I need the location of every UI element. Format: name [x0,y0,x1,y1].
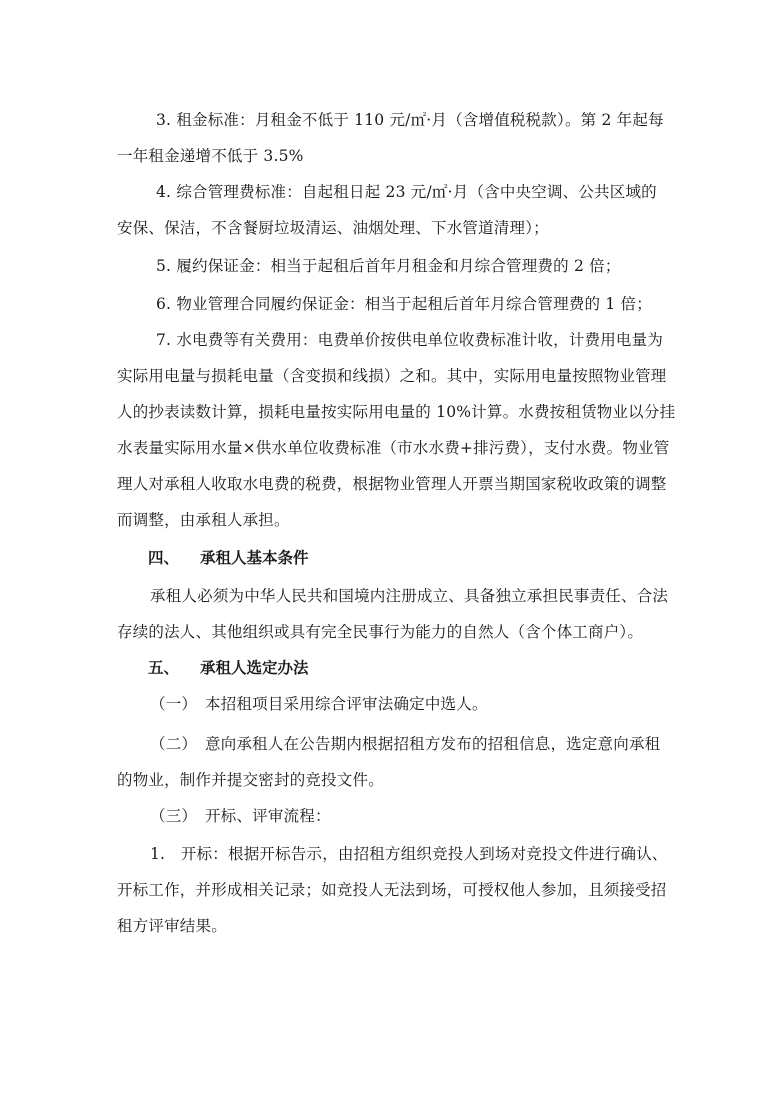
property-deposit-line: 6. 物业管理合同履约保证金：相当于起租后首年月综合管理费的 1 倍； [156,295,652,313]
section-5-title: 承租人选定办法 [200,659,309,677]
management-fee-line-2: 安保、保洁，不含餐厨垃圾清运、油烟处理、下水管道清理）； [117,219,549,237]
section-5-item-2-line-2: 的物业，制作并提交密封的竞投文件。 [117,771,384,789]
section-4-body-line-1: 承租人必须为中华人民共和国境内注册成立、具备独立承担民事责任、合法 [150,587,669,605]
step-1-line-2: 开标工作，并形成相关记录；如竞投人无法到场，可授权他人参加，且须接受招 [117,881,667,899]
step-1-line-1: 1. 开标：根据开标告示，由招租方组织竞投人到场对竞投文件进行确认、 [150,845,668,863]
section-5-item-3: （三） 开标、评审流程： [150,807,331,825]
utilities-line-4: 水表量实际用水量×供水单位收费标准（市水水费+排污费），支付水费。物业管 [117,439,670,457]
step-1-line-3: 租方评审结果。 [117,917,227,935]
rent-standard-line-1: 3. 租金标准：月租金不低于 110 元/㎡·月（含增值税税款）。第 2 年起每 [156,111,664,129]
section-5-item-2-line-1: （二） 意向承租人在公告期内根据招租方发布的招租信息，选定意向承租 [150,735,661,753]
section-4-body-line-2: 存续的法人、其他组织或具有完全民事行为能力的自然人（含个体工商户）。 [117,623,644,641]
section-5-item-1: （一） 本招租项目采用综合评审法确定中选人。 [150,695,488,713]
utilities-line-2: 实际用电量与损耗电量（含变损和线损）之和。其中，实际用电量按照物业管理 [117,367,667,385]
utilities-line-1: 7. 水电费等有关费用：电费单价按供电单位收费标准计收，计费用电量为 [156,331,664,349]
performance-deposit-line: 5. 履约保证金：相当于起租后首年月租金和月综合管理费的 2 倍； [156,257,621,275]
utilities-line-3: 人的抄表读数计算，损耗电量按实际用电量的 10%计算。水费按租赁物业以分挂 [117,403,676,421]
section-5-number: 五、 [148,659,180,677]
rent-standard-line-2: 一年租金递增不低于 3.5% [117,147,304,165]
management-fee-line-1: 4. 综合管理费标准：自起租日起 23 元/㎡·月（含中央空调、公共区域的 [156,183,657,201]
utilities-line-5: 理人对承租人收取水电费的税费，根据物业管理人开票当期国家税收政策的调整 [117,475,667,493]
section-4-number: 四、 [148,549,180,567]
utilities-line-6: 而调整，由承租人承担。 [117,511,290,529]
section-4-heading [148,548,309,568]
section-4-title: 承租人基本条件 [200,549,309,567]
section-5-heading [148,658,309,678]
